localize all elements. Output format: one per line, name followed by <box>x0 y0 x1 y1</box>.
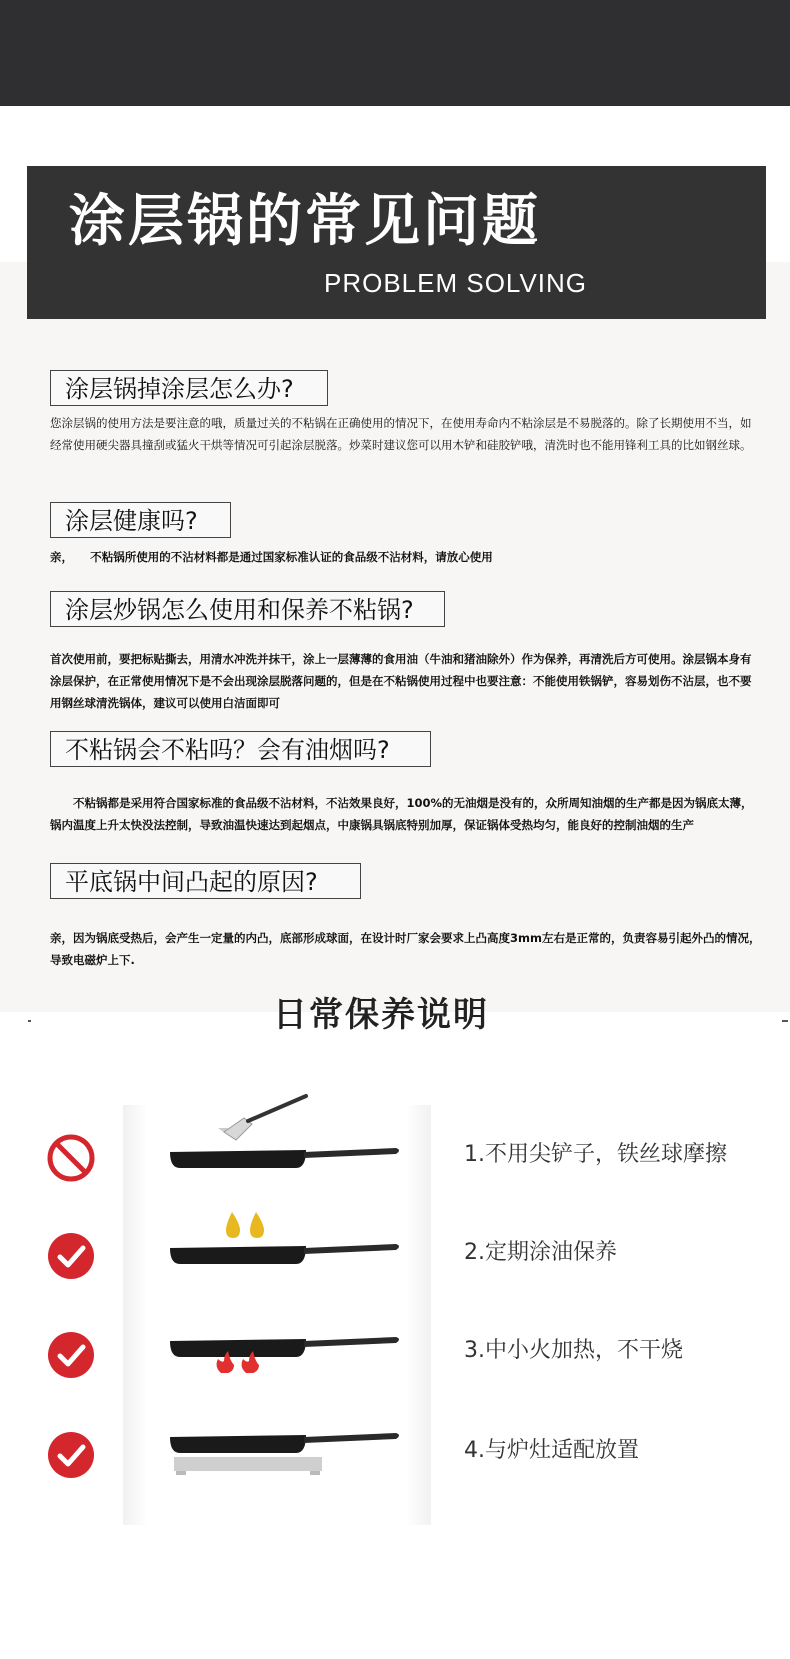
faq-question-3: 涂层炒锅怎么使用和保养不粘锅? <box>50 591 445 627</box>
care-item-2: 2.定期涂油保养 <box>464 1240 617 1265</box>
care-item-3: 3.中小火加热，不干烧 <box>464 1338 683 1363</box>
care-title: 日常保养说明 <box>273 995 489 1035</box>
top-banner-bar <box>0 0 790 106</box>
check-icon <box>46 1231 96 1281</box>
faq-question-4: 不粘锅会不粘吗？会有油烟吗? <box>50 731 431 767</box>
faq-answer-4: 不粘锅都是采用符合国家标准的食品级不沾材料，不沾效果良好，100%的无油烟是没有的，众所周知油烟的生产都是因为锅底太薄，锅内温度上升太快没法控制，导致油温快速达到起烟点，中康锅具锅底特别加厚，保证锅体受热均匀，能良好的控制油烟的生产 <box>50 796 753 832</box>
faq-question-2: 涂层健康吗? <box>50 502 231 538</box>
divider-mark-right <box>782 1020 788 1022</box>
pan-with-oil-drops-icon <box>166 1186 406 1276</box>
faq-answer-5: 亲，因为锅底受热后，会产生一定量的内凸，底部形成球面，在设计时厂家会要求上凸高度3mm左右是正常的，负责容易引起外凸的情况，导致电磁炉上下. <box>50 931 761 967</box>
faq-header <box>27 166 766 319</box>
care-item-1: 1.不用尖铲子，铁丝球摩擦 <box>464 1142 727 1167</box>
faq-answer-3: 首次使用前，要把标贴撕去，用清水冲洗并抹干，涂上一层薄薄的食用油（牛油和猪油除外）作为保养，再清洗后方可使用。涂层锅本身有涂层保护，在正常使用情况下是不会出现涂层脱落问题的，但是在不粘锅使用过程中也要注意：不能使用铁锅铲，容易划伤不沾层，也不要用钢丝球清洗锅体，建议可以使用白洁面即可 <box>50 652 752 710</box>
faq-answer-2: 亲， 不粘锅所使用的不沾材料都是通过国家标准认证的食品级不沾材料，请放心使用 <box>50 550 493 564</box>
pan-with-flame-icon <box>166 1285 406 1375</box>
care-item-4: 4.与炉灶适配放置 <box>464 1438 639 1463</box>
prohibited-icon <box>46 1133 96 1183</box>
faq-answer-1: 您涂层锅的使用方法是要注意的哦，质量过关的不粘锅在正确使用的情况下，在使用寿命内不粘涂层是不易脱落的。除了长期使用不当，如经常使用硬尖器具撞刮或猛火干烘等情况可引起涂层脱落。炒菜时建议您可以用木铲和硅胶铲哦，清洗时也不能用锋利工具的比如钢丝球。 <box>50 416 752 452</box>
faq-subtitle: PROBLEM SOLVING <box>324 268 588 298</box>
faq-question-1: 涂层锅掉涂层怎么办? <box>50 370 328 406</box>
check-icon <box>46 1330 96 1380</box>
check-icon <box>46 1430 96 1480</box>
faq-question-5: 平底锅中间凸起的原因? <box>50 863 361 899</box>
faq-title: 涂层锅的常见问题 <box>69 189 541 254</box>
pan-with-spatula-icon <box>166 1088 406 1178</box>
pan-on-stove-icon <box>166 1385 406 1475</box>
